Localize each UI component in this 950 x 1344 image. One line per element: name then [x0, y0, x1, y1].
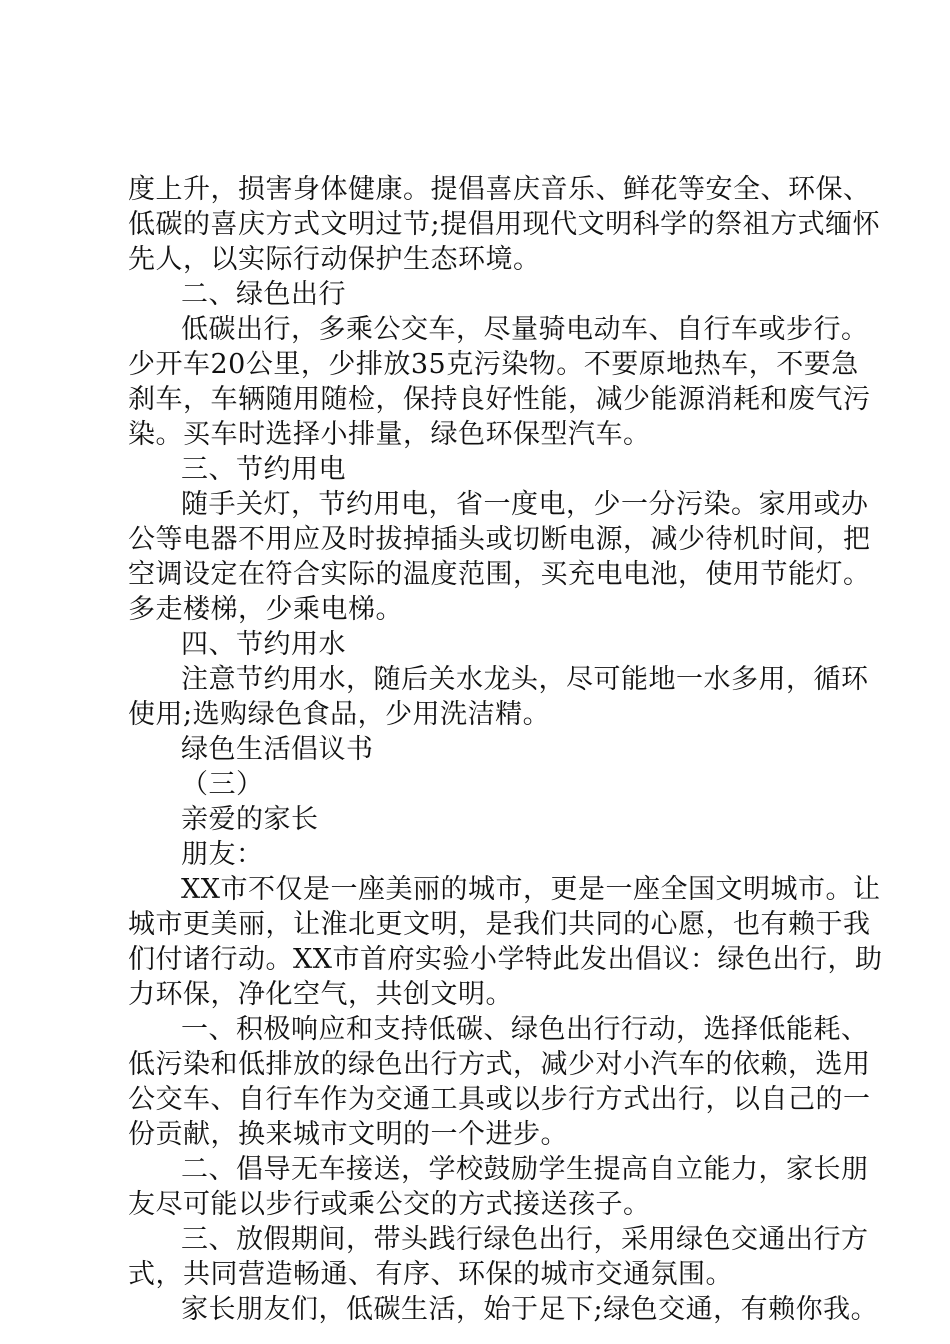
text-line: 注意节约用水，随后关水龙头，尽可能地一水多用，循环 [181, 664, 869, 695]
text-line: 一、积极响应和支持低碳、绿色出行行动，选择低能耗、 [181, 1014, 869, 1045]
text-line: 度上升，损害身体健康。提倡喜庆音乐、鲜花等安全、环保、 [128, 174, 871, 205]
salutation: 亲爱的家长 [181, 804, 319, 835]
text-line: 先人，以实际行动保护生态环境。 [128, 244, 541, 275]
text-line: 少开车20公里，少排放35克污染物。不要原地热车，不要急 [128, 349, 859, 380]
text-line: 们付诸行动。XX市首府实验小学特此发出倡议：绿色出行，助 [128, 944, 883, 975]
text-line: 空调设定在符合实际的温度范围，买充电电池，使用节能灯。 [128, 559, 871, 590]
text-line: 友尽可能以步行或乘公交的方式接送孩子。 [128, 1189, 651, 1220]
text-line: 二、倡导无车接送，学校鼓励学生提高自立能力，家长朋 [181, 1154, 869, 1185]
text-line: 公等电器不用应及时拔掉插头或切断电源，减少待机时间，把 [128, 524, 871, 555]
text-line: 刹车，车辆随用随检，保持良好性能，减少能源消耗和废气污 [128, 384, 871, 415]
text-line: XX市不仅是一座美丽的城市，更是一座全国文明城市。让 [181, 874, 881, 905]
text-line: 公交车、自行车作为交通工具或以步行方式出行，以自己的一 [128, 1084, 871, 1115]
text-line: 式，共同营造畅通、有序、环保的城市交通氛围。 [128, 1259, 733, 1290]
document-subtitle: （三） [181, 769, 264, 800]
text-line: 份贡献，换来城市文明的一个进步。 [128, 1119, 568, 1150]
text-line: 家长朋友们，低碳生活，始于足下;绿色交通，有赖你我。 [181, 1294, 879, 1325]
document-title: 绿色生活倡议书 [181, 734, 374, 765]
text-line: 多走楼梯，少乘电梯。 [128, 594, 403, 625]
text-line: 使用;选购绿色食品，少用洗洁精。 [128, 699, 551, 730]
text-line: 低碳的喜庆方式文明过节;提倡用现代文明科学的祭祖方式缅怀 [128, 209, 881, 240]
text-line: 随手关灯，节约用电，省一度电，少一分污染。家用或办 [181, 489, 869, 520]
salutation: 朋友： [181, 839, 264, 870]
text-line: 低碳出行，多乘公交车，尽量骑电动车、自行车或步行。 [181, 314, 869, 345]
text-line: 力环保，净化空气，共创文明。 [128, 979, 513, 1010]
section-heading: 四、节约用水 [181, 629, 346, 660]
section-heading: 二、绿色出行 [181, 279, 346, 310]
text-line: 三、放假期间，带头践行绿色出行，采用绿色交通出行方 [181, 1224, 869, 1255]
section-heading: 三、节约用电 [181, 454, 346, 485]
text-line: 低污染和低排放的绿色出行方式，减少对小汽车的依赖，选用 [128, 1049, 871, 1080]
text-line: 城市更美丽，让淮北更文明，是我们共同的心愿，也有赖于我 [128, 909, 871, 940]
text-line: 染。买车时选择小排量，绿色环保型汽车。 [128, 419, 651, 450]
